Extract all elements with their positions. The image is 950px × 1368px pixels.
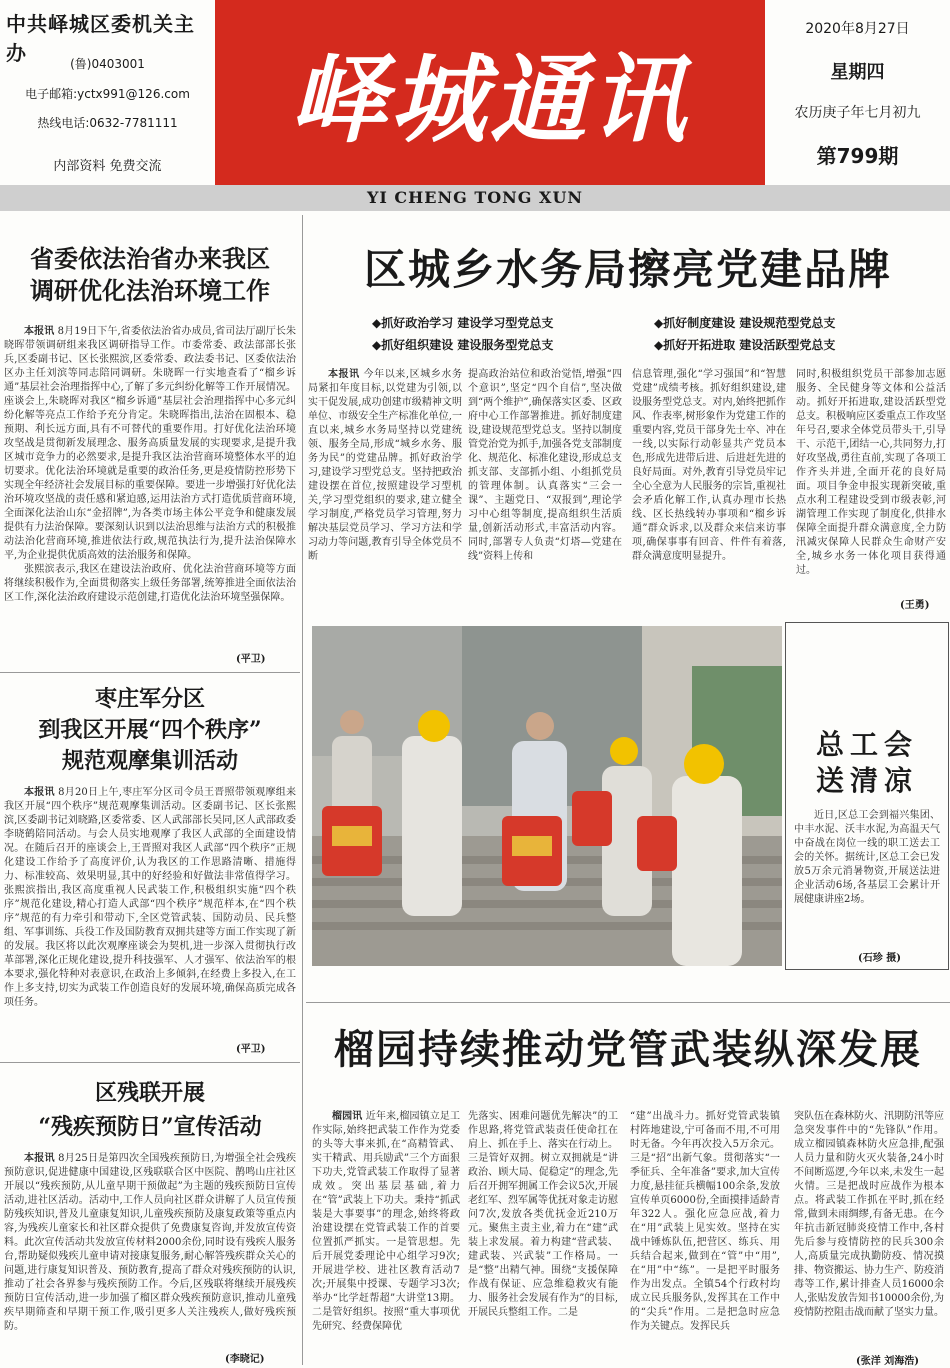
- organizer: 中共峄城区委机关主办: [6, 12, 195, 65]
- article-2-point: ◆抓好组织建设 建设服务型党总支: [372, 338, 554, 352]
- article-1-body: [4, 325, 296, 663]
- article-text: 近年来,榴园镇立足工作实际,始终把武装工作作为党委的头等大事来抓,在“高精管武、实干精武、用兵励武”三个方面狠下功夫,党管武装工作取得了显著成效。突出基层基础,着力在“管”武装上下功夫。秉持“抓武装是大事要事”的理念,始终将政治建设摆在党管武装工作的首要位置抓严抓实。一是管思想。先后开展党委理论中心组学习9次;开展进学校、进社区教育活动7次;开展集中授课、专题学习3次;举办“比学赶帮超”大讲堂13期。二是管好组织。按照“重大事项优先研究、经费保障优: [312, 1111, 460, 1332]
- headline-line: 调研优化法治环境工作: [30, 276, 270, 305]
- section-divider: [0, 672, 300, 673]
- masthead-left: [0, 0, 215, 185]
- article-1-signature: (平卫): [236, 654, 266, 665]
- article-text: 突队伍在森林防火、汛期防汛等应急突发事件中的“先锋队”作用。成立榴园镇森林防火应急排,配强人员力量和防火灭火装备,24小时不间断巡逻,今年以来,未发生一起火情。三是把战时应战作为根本点。将武装工作抓在平时,抓在经常,做到未雨绸缪,有备无患。在今年抗击新冠肺炎疫情工作中,各村先后参与疫情防控的民兵300余人,高质量完成执勤防疫、情况摸排、物资搬运、协力生产、防疫消毒等工作,累计排查人员16000余人,张贴发放告知书10000余份,为疫情防控阻击战而献了坚实力量。: [794, 1111, 944, 1318]
- article-2-point: ◆抓好政治学习 建设学习型党总支: [372, 316, 554, 330]
- registration: (鲁)0403001: [70, 57, 145, 71]
- photo-illustration: [312, 626, 782, 966]
- pinyin-bar: YI CHENG TONG XUN: [0, 185, 950, 211]
- article-5-col-2: [468, 1110, 618, 1365]
- article-4-signature: (李晓记): [225, 1354, 265, 1365]
- weekday: 星期四: [830, 62, 885, 83]
- article-lead: 榴园讯: [332, 1111, 363, 1122]
- headline-line: 省委依法治省办来我区: [30, 244, 270, 273]
- article-2-col-1: [308, 368, 462, 612]
- article-3-signature: (平卫): [236, 1044, 266, 1055]
- article-5-col-4: [794, 1110, 944, 1350]
- article-2-col-4: [796, 368, 946, 598]
- article-text: 信息管理,强化“学习强国”和“智慧党建”成绩考核。抓好组织建设,建设服务型党总支。对内,始终把抓作风、作表率,树形象作为党建工作的重要内容,党员干部身先士卒、冲在一线,以实际行动彰显共产党员本色,形成先进带后进、后进赶先进的良好局面。对外,教育引导党员牢记全心全意为人民服务的宗旨,重视社会矛盾化解工作,认真办理市长热线、区长热线转办事项和“榴乡诉通”群众诉求,以及群众来信来访事项,确保事事有回音、件件有着落,群众满意度明显提升。: [632, 369, 786, 562]
- article-text: 张熙滨表示,我区在建设法治政府、优化法治营商环境等方面将继续积极作为,全面贯彻落实上级任务部署,统筹推进全面依法治区工作,深化法治政府建设示范创建,打造优化法治环境坚强保障。: [4, 564, 296, 603]
- article-2-headline: 区城乡水务局擦亮党建品牌: [363, 245, 892, 294]
- article-4-headline: [0, 1076, 300, 1144]
- article-3-headline: [0, 684, 300, 777]
- article-text: 8月20日上午,枣庄军分区司令员王晋照带领观摩组来我区开展“四个秩序”规范观摩集训活动。区委副书记、区长张熙滨,区委副书记刘晓路,区委常委、区人武部部长吴同,区人武部政委李晓鹤陪同活动。与会人员实地观摩了我区人武部的全面建设情况。在随后召开的座谈会上,王晋照对我区人武部“四个秩序”正规化建设工作给予了高度评价,认为我区的工作思路清晰、措施得力、标准较高、效果明显,其中的好经验和好做法非常值得学习。张熙滨指出,我区高度重视人民武装工作,积极组织实施“四个秩序”规范化建设,精心打造人武部“四个秩序”规范样本,在“四个秩序”规范的有力牵引和带动下,全区党管武装、国防动员、民兵整组、军事训练、兵役工作及国防教育双拥共建等方面工作实现了新的发展。我区将以此次观摩座谈会为契机,进一步深入贯彻执行改革部署,深化正规化建设,提升科技强军、人才强军、依法治军的根本要求,强化特种对表意识,在政治上多倾斜,在经费上多投入,在工作上多支持,切实为武装工作创造良好的发展环境,确保高质完成各项任务。: [4, 787, 296, 1008]
- masthead-logo-block: [215, 0, 765, 185]
- article-lead: 本报讯: [328, 369, 360, 380]
- article-text: “建”出战斗力。抓好党管武装镇村阵地建设,宁可备而不用,不可用时无备。今年再次投入5万余元。三是“招”出新气象。贯彻落实“一季征兵、全年准备”要求,加大宣传力度,悬挂征兵横幅100余条,发放宣传单页6000份,全面摸排适龄青年322人。强化应急应战,着力在“用”武装上见实效。坚持在实战中锤炼队伍,把营区、练兵、用兵结合起来,做到在“管”中“用”,在“用”中“练”。一是把平时服务作为出发点。全镇54个行政村均成立民兵服务队,发挥其在工作中的“尖兵”作用。二是把急时应急作为关键点。发挥民兵: [630, 1111, 780, 1332]
- lunar-date: 农历庚子年七月初九: [794, 105, 921, 121]
- issue-number: 第799期: [816, 144, 899, 168]
- email: 电子邮箱:yctx991@126.com: [25, 87, 190, 101]
- headline-line: 枣庄军分区: [94, 686, 205, 712]
- photo-credit: (石珍 摄): [858, 953, 901, 964]
- masthead-right: [775, 0, 950, 185]
- article-2-col-3: [632, 368, 786, 612]
- article-text: 近日,区总工会到福兴集团、中丰水泥、沃丰水泥,为高温天气中奋战在岗位一线的职工送去工会的关怀。据统计,区总工会已发放5万余元消暑物资,开展送法进企业活动6场,各基层工会累计开展健康讲座2场。: [794, 810, 940, 905]
- article-2-signature: (王勇): [900, 600, 930, 611]
- section-divider: [0, 1062, 300, 1063]
- article-2-point: ◆抓好开拓进取 建设活跃型党总支: [654, 338, 836, 352]
- article-text: 8月19日下午,省委依法治省办成员,省司法厅副厅长朱晓晖带领调研组来我区调研指导工作。市委常委、政法部部长张兵,区委副书记、区长张熙滨,区委常委、政法委书记、区委依法治区办主任刘滨等同志陪同调研。朱晓晖一行实地查看了“榴乡诉通”基层社会治理指挥中心,了解了多元纠纷化解等工作开展情况。座谈会上,朱晓晖对我区“榴乡诉通”基层社会治理指挥中心多元纠纷化解等亮点工作给予充分肯定。朱晓晖指出,法治在固根本、稳预期、利长远方面,具有不可替代的重要作用。打好优化法治环境攻坚战是贯彻新发展理念、服务高质量发展的实现要求,是提升我区城市竞争力的必然要求,是提升我区法治营商环境整体水平的迫切要求。优化法治环境就是重要的政治任务,更是疫情防控形势下实现全年经济社会发展目标的重要保障。要进一步增强打好优化法治环境攻坚战的责任感和紧迫感,运用法治方式打造优质营商环境,全面深化法治山东“金招牌”,为各类市场主体公平竞争和健康发展提供有力法治保障。要深刻认识到以法治思维与法治方式的积极推动法治化营商环境,推进依法行政,规范执法行为,提升法治保障水平,为企业提供优质高效的法治服务和保障。: [4, 326, 296, 561]
- article-text: 先落实、困难问题优先解决”的工作思路,将党管武装责任使命扛在肩上、抓在手上、落实在行动上。三是管好双拥。树立双拥就是“讲政治、顾大局、促稳定”的理念,先后召开拥军拥属工作会议5次,开展老红军、烈军属等优抚对象走访慰问7次,发放各类优抚金近210万元。聚焦主责主业,着力在“建”武装上求发展。着力构建“营武装、建武装、兴武装”工作格局。一是“整”出精气神。围绕“支援保障作战有保证、应急维稳救灾有能力、服务社会发展有作为”的目标,开展民兵整组工作。二是: [468, 1111, 618, 1318]
- article-text: 提高政治站位和政治觉悟,增强“四个意识”,坚定“四个自信”,坚决做到“两个维护”,确保落实区委、区政府中心工作部署推进。抓好制度建设,建设规范型党总支。坚持以制度管党治党为抓手,加强各党支部制度化、规范化、标准化建设,形成总支抓支部、支部抓小组、小组抓党员的管理体制。认真落实“三会一课”、主题党日、“双报到”,理论学习中心组等制度,提高组织生活质量,创新活动形式,丰富活动内容。同时,部署专人负责“灯塔—党建在线”资料上传和: [468, 369, 622, 562]
- headline-line: 规范观摩集训活动: [61, 748, 238, 774]
- headline-line: “残疾预防日”宣传活动: [38, 1114, 262, 1140]
- article-text: 8月25日是第四次全国残疾预防日,为增强全社会残疾预防意识,促进健康中国建设,区残联联合区中医院、鹊鸣山庄社区开展以“残疾预防,从儿童早期干预做起”为主题的残疾预防日宣传活动,进社区活动。活动中,工作人员向社区群众讲解了人员宣传预防残疾知识,普及儿童康复知识,儿童残疾预防及康复政策等重点内容,为残疾儿童家长和社区群众提供了免费康复咨询,并发放宣传资料。此次宣传活动共发放宣传材料2000余份,同时设有残疾人服务台,帮助疑似残疾儿童申请对接康复服务,耐心解答残疾群众关心的问题,进行康复知识普及、预防教育,提高了群众对残疾预防的认识,推动了社会各界参与残疾预防工作。今后,区残联将继续开展残疾预防日宣传活动,进一步加强了榴区群众残疾预防意识,推动儿童残疾早期筛查和早期干预工作,吸引更多人关注残疾人,做好残疾预防。: [4, 1153, 296, 1332]
- headline-line: 送清凉: [815, 764, 918, 797]
- photo-caption-headline: [786, 727, 948, 799]
- news-photo: [312, 626, 782, 966]
- photo-caption-text: [794, 809, 940, 939]
- article-text: 同时,积极组织党员干部参加志愿服务、全民健身等文体和公益活动。抓好开拓进取,建设活跃型党总支。积极响应区委重点工作攻坚年号召,要求全体党员带头干,引导干、示范干,团结一心,共同努力,打好攻坚战,勇往直前,实现了各项工作齐头并进,全面开花的良好局面。项目争金申报实现新突破,重点水利工程建设受到市级表彰,河湖管理工作实现了制度化,供排水保障全面提升群众满意度,全力防汛减灾保障人民群众生命财产安全,城乡水务一体化项目获得通过。: [796, 369, 946, 576]
- photo-caption-box: [785, 622, 949, 970]
- newspaper-title: 峄城通讯: [290, 43, 690, 156]
- issue-date: 2020年8月27日: [805, 21, 910, 37]
- article-2-point: ◆抓好制度建设 建设规范型党总支: [654, 316, 836, 330]
- column-divider: [302, 215, 303, 1365]
- masthead-note: 内部资料 免费交流: [53, 159, 162, 174]
- section-divider: [306, 1002, 950, 1003]
- headline-line: 区残联开展: [94, 1080, 205, 1106]
- article-lead: 本报讯: [24, 1153, 55, 1164]
- article-5-col-1: [312, 1110, 460, 1365]
- article-lead: 本报讯: [24, 326, 55, 337]
- article-1-headline: [0, 243, 300, 307]
- article-4-body: [4, 1152, 296, 1352]
- headline-line: 到我区开展“四个秩序”: [38, 717, 262, 743]
- article-5-headline: 榴园持续推动党管武装纵深发展: [334, 1026, 922, 1073]
- headline-line: 总工会: [815, 728, 918, 761]
- article-lead: 本报讯: [24, 787, 55, 798]
- article-5-col-3: [630, 1110, 780, 1365]
- article-text: 今年以来,区城乡水务局紧扣年度目标,以党建为引领,以实干促发展,成功创建市级精神文明单位、市级安全生产标准化单位,一直以来,城乡水务局坚持以党建统领、服务全局,形成“城乡水务、服务为民”的党建品牌。抓好政治学习,建设学习型党总支。坚持把政治建设摆在首位,按照建设学习型机关,学习型党组织的要求,建立健全学习制度,严格党员学习管理,努力解决基层党员学习、学习方法和学习动力等问题,教育引导全体党员不断: [308, 369, 462, 562]
- article-3-body: [4, 786, 296, 1054]
- article-5-signature: (张洋 刘海浩): [856, 1356, 919, 1367]
- article-2-col-2: [468, 368, 622, 612]
- hotline: 热线电话:0632-7781111: [37, 116, 178, 130]
